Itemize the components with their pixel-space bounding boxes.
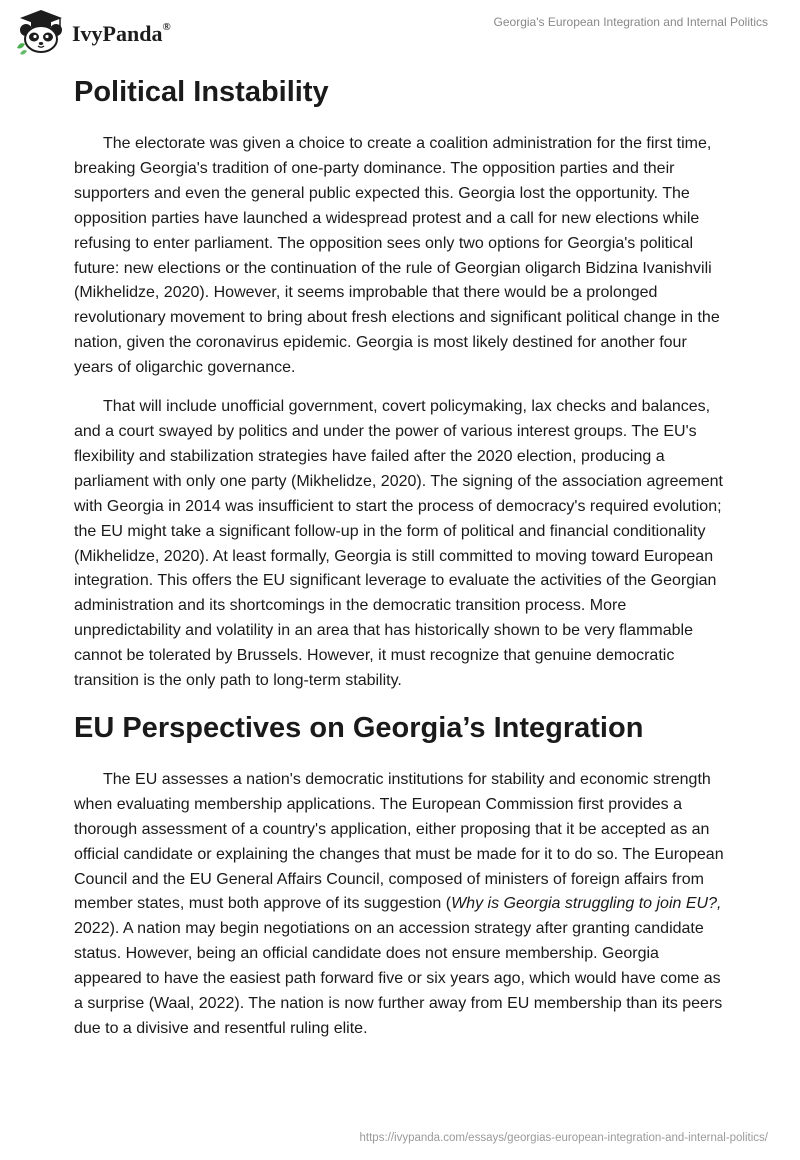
page-header <box>0 0 800 64</box>
running-title: Georgia's European Integration and Internal Politics <box>493 15 768 29</box>
brand-name-text: IvyPanda <box>72 21 163 46</box>
essay-body <box>74 70 726 1056</box>
paragraph-text: The EU assesses a nation's democratic institutions for stability and economic strength when evaluating membership applications. The European Commission first provides a thorough assessment of a country's application, either proposing that it be accepted as an official candidate or explaining the changes that must be made for it to do so. The European Council and the EU General Affairs Council, composed of ministers of foreign affairs from member states, must both approve of its suggestion ( <box>74 770 724 913</box>
brand-name <box>72 21 171 47</box>
source-url[interactable]: https://ivypanda.com/essays/georgias-european-integration-and-internal-politics/ <box>359 1132 768 1144</box>
section-heading-political-instability: Political Instability <box>74 76 329 108</box>
paragraph <box>74 768 726 1042</box>
section-heading-eu-perspectives: EU Perspectives on Georgia’s Integration <box>74 711 644 744</box>
registered-mark: ® <box>162 20 171 33</box>
panda-mascot-icon <box>14 8 68 56</box>
ivypanda-logo[interactable] <box>14 8 171 56</box>
citation-title: Why is Georgia struggling to join EU?, <box>451 895 722 913</box>
paragraph: The electorate was given a choice to create a coalition administration for the first time, breaking Georgia's tradition of one-party dominance. The opposition parties and their supporters and even the general public expected this. Georgia lost the opportunity. The opposition parties have launched a widespread protest and a call for new elections while refusing to enter parliament. The opposition sees only two options for Georgia's political future: new elections or the continuation of the rule of Georgian oligarch Bidzina Ivanishvili (Mikhelidze, 2020). However, it seems improbable that there would be a prolonged revolutionary movement to bring about fresh elections and significant political change in the nation, given the coronavirus epidemic. Georgia is most likely destined for another four years of oligarchic governance. <box>74 135 720 377</box>
paragraph: That will include unofficial government, covert policymaking, lax checks and balances, and a court swayed by politics and under the power of various interest groups. The EU's flexibility and stabilization strategies have failed after the 2020 election, producing a parliament with only one party (Mikhelidze, 2020). The signing of the association agreement with Georgia in 2014 was insufficient to start the process of democracy's required evolution; the EU might take a significant follow-up in the form of political and financial conditionality (Mikhelidze, 2020). At least formally, Georgia is still committed to moving toward European integration. This offers the EU significant leverage to evaluate the activities of the Georgian administration and its shortcomings in the democratic transition process. More unpredictability and volatility in an area that has historically shown to be very flammable cannot be tolerated by Brussels. However, it must recognize that genuine democratic transition is the only path to long-term stability. <box>74 398 723 690</box>
paragraph-text: 2022). A nation may begin negotiations on an accession strategy after granting candidate status. However, being an official candidate does not ensure membership. Georgia appeared to have the easiest path forward five or six years ago, which would have come as a surprise (Waal, 2022). The nation is now further away from EU membership than its peers due to a divisive and resentful ruling elite. <box>74 920 723 1037</box>
